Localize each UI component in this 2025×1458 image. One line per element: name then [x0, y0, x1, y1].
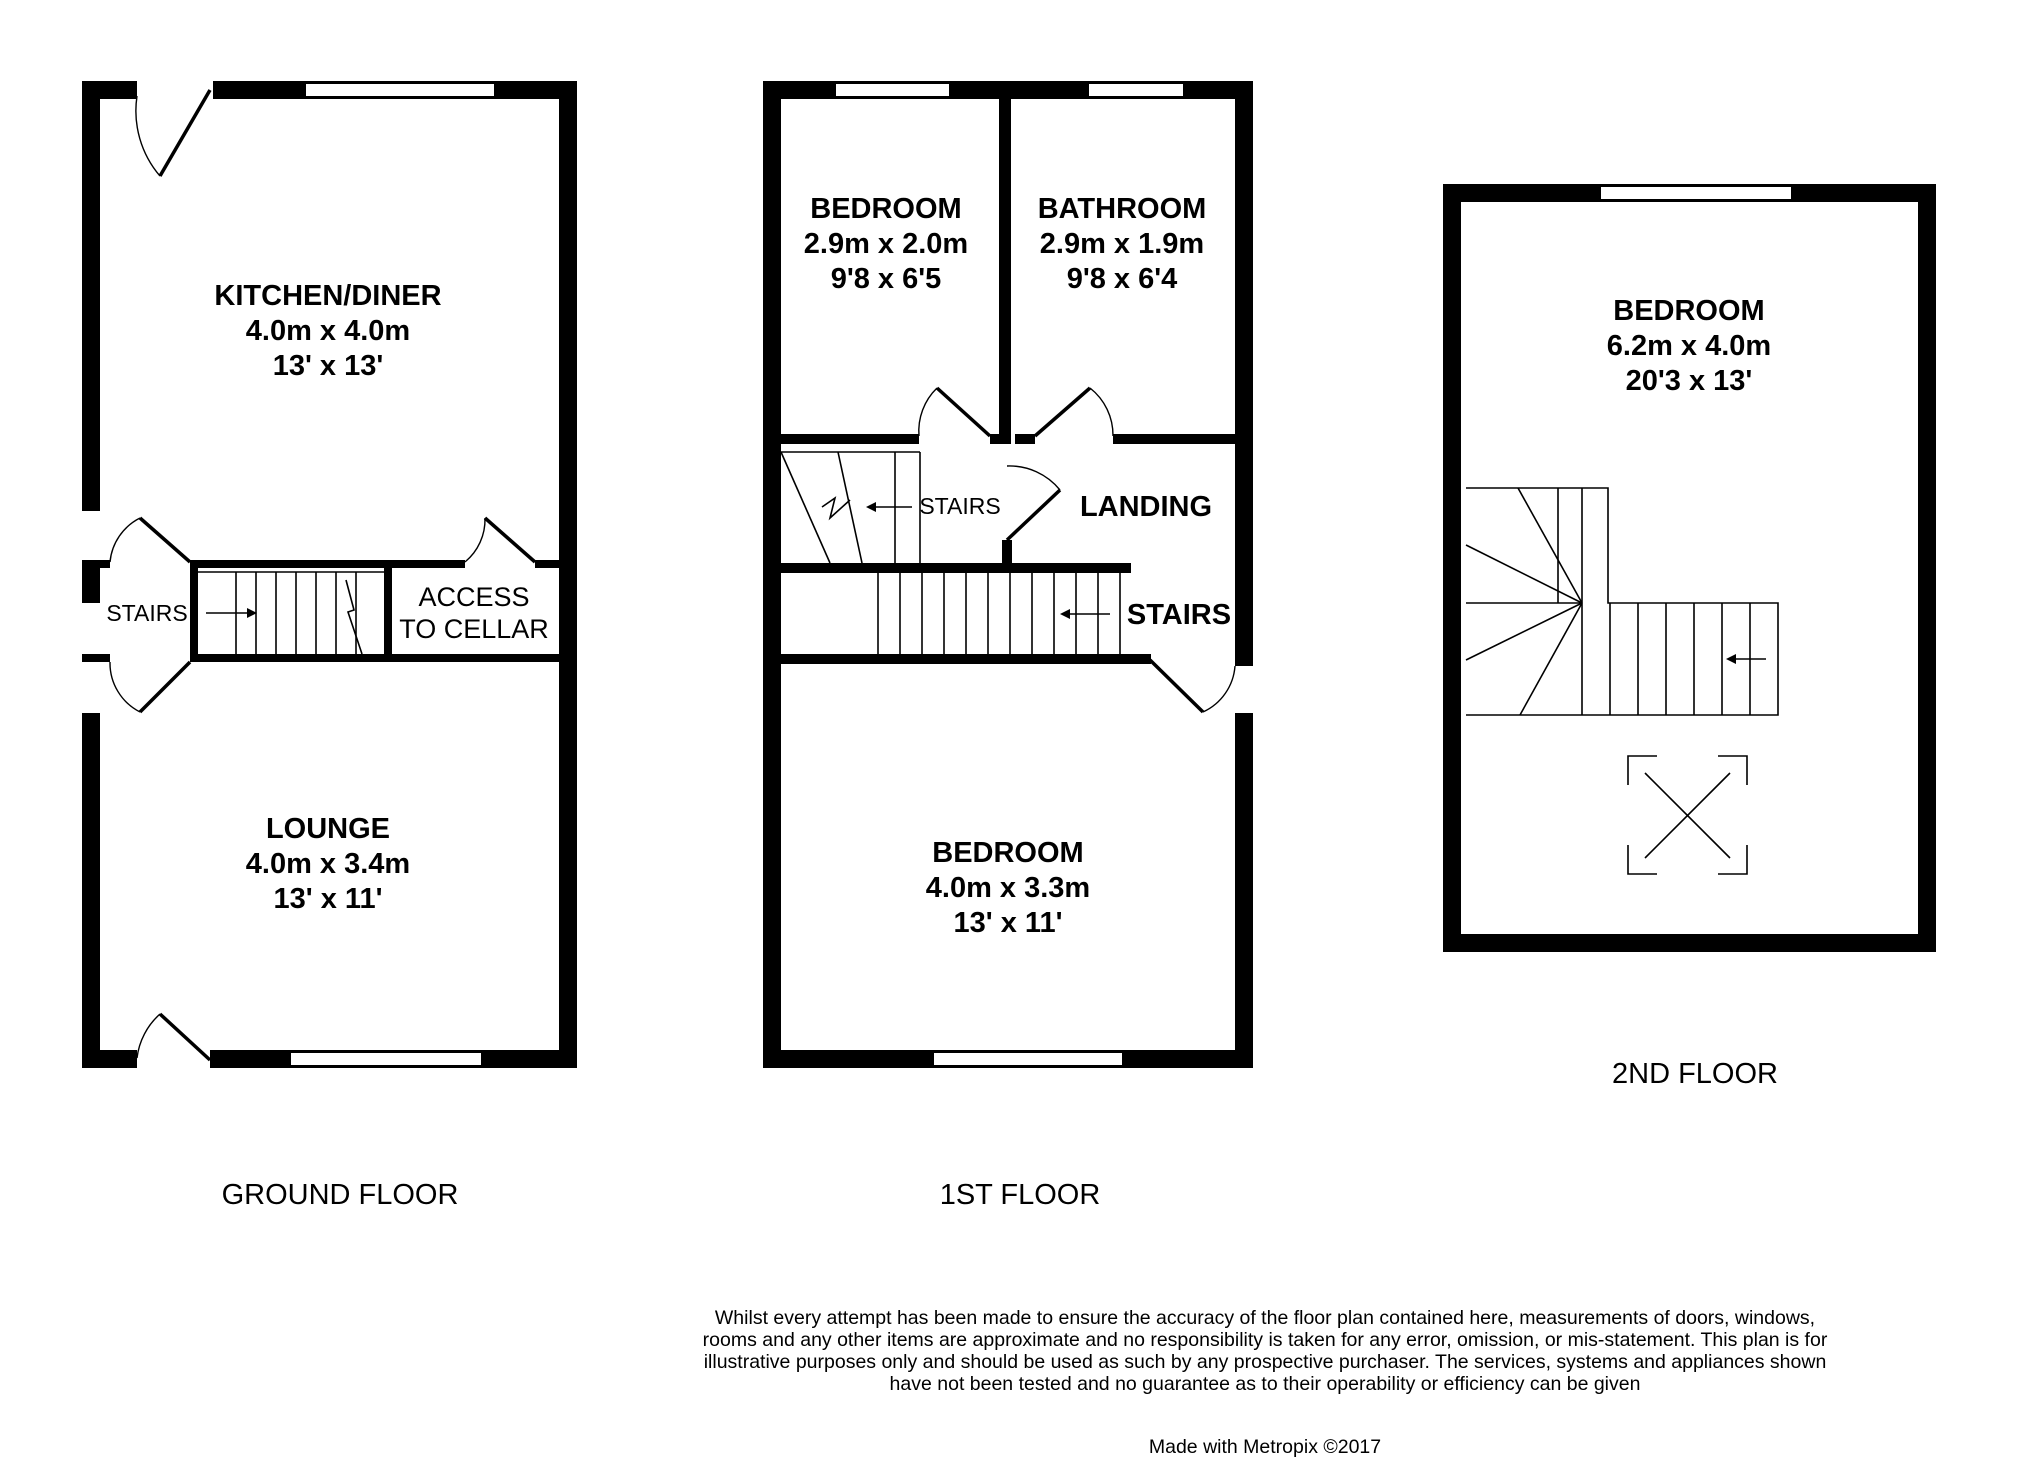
wall	[559, 81, 577, 1068]
first-floor-lower-stairs	[878, 573, 1120, 654]
window	[305, 83, 495, 97]
room-size-metric: 2.9m x 1.9m	[1039, 228, 1205, 260]
door	[137, 1014, 210, 1060]
wall	[1443, 934, 1936, 952]
wall	[1918, 184, 1936, 952]
wall	[82, 1050, 137, 1068]
wall	[190, 560, 198, 662]
room-name: BEDROOM	[810, 193, 962, 225]
wall	[82, 713, 100, 1068]
room-name: BEDROOM	[932, 837, 1084, 869]
cellar-label: TO CELLAR	[399, 614, 549, 644]
stairs-label: STAIRS	[919, 493, 1001, 519]
wall	[535, 560, 577, 568]
room-size-metric: 4.0m x 3.4m	[245, 848, 411, 880]
room-size-imperial: 13' x 11'	[273, 883, 383, 915]
window	[933, 1052, 1123, 1066]
wall	[999, 99, 1011, 439]
room-size-imperial: 9'8 x 6'5	[830, 263, 942, 295]
second-floor-plan	[1443, 184, 1936, 1090]
wall	[1002, 540, 1012, 573]
room-size-imperial: 9'8 x 6'4	[1066, 263, 1178, 295]
wall	[82, 563, 100, 603]
door	[1007, 466, 1060, 540]
room-name: BATHROOM	[1037, 193, 1207, 225]
wall	[1015, 434, 1035, 444]
wall	[190, 654, 577, 662]
floor-label: 1ST FLOOR	[939, 1179, 1101, 1211]
window	[1600, 186, 1792, 200]
cellar-label: ACCESS	[418, 582, 530, 612]
room-size-imperial: 13' x 11'	[953, 907, 1063, 939]
ground-floor-plan	[82, 81, 577, 1211]
room-size-metric: 4.0m x 4.0m	[245, 315, 411, 347]
stairs-label: STAIRS	[106, 600, 188, 626]
door	[465, 518, 535, 562]
wall	[82, 654, 110, 662]
room-name: BEDROOM	[1613, 295, 1765, 327]
door	[110, 518, 190, 562]
wall	[190, 560, 465, 568]
window	[290, 1052, 482, 1066]
door	[1035, 388, 1113, 436]
floor-label: 2ND FLOOR	[1612, 1058, 1778, 1090]
landing-label: LANDING	[1079, 491, 1213, 523]
credit-text: Made with Metropix ©2017	[1148, 1436, 1382, 1458]
wall	[1235, 713, 1253, 1068]
floor-label: GROUND FLOOR	[221, 1179, 459, 1211]
wall	[763, 81, 781, 1068]
door	[919, 388, 990, 436]
stairs-label: STAIRS	[1126, 599, 1232, 631]
room-size-metric: 2.9m x 2.0m	[803, 228, 969, 260]
skylight-icon	[1628, 756, 1747, 874]
first-floor-plan	[763, 81, 1253, 1211]
wall	[1235, 81, 1253, 666]
room-size-metric: 6.2m x 4.0m	[1606, 330, 1772, 362]
wall	[781, 654, 1151, 664]
wall	[1443, 184, 1461, 952]
wall	[781, 434, 919, 444]
wall	[384, 560, 392, 662]
wall	[781, 563, 1131, 573]
room-name: KITCHEN/DINER	[214, 280, 442, 312]
wall	[82, 560, 110, 568]
window	[1088, 83, 1184, 97]
window	[835, 83, 950, 97]
door	[110, 662, 190, 712]
room-name: LOUNGE	[265, 813, 391, 845]
door	[136, 90, 210, 176]
wall	[1113, 434, 1235, 444]
disclaimer-text: Whilst every attempt has been made to ensure the accuracy of the floor plan contained here, measurements of doors, windows, rooms and any other items are approximate and no responsibility is taken for any error, omission, or mis-statement. This plan is for illustrative purposes only and should be used as such by any prospective purchaser. The services, systems and appliances shown have not been tested and no guarantee as to their operability or efficiency can be given	[702, 1307, 1828, 1395]
second-floor-stairs	[1466, 488, 1778, 715]
door	[1150, 660, 1235, 712]
first-floor-upper-stairs	[781, 452, 920, 563]
room-size-imperial: 20'3 x 13'	[1625, 365, 1753, 397]
room-size-metric: 4.0m x 3.3m	[925, 872, 1091, 904]
wall	[990, 434, 1011, 444]
wall	[82, 81, 100, 511]
ground-stairs	[198, 572, 384, 654]
room-size-imperial: 13' x 13'	[272, 350, 384, 382]
